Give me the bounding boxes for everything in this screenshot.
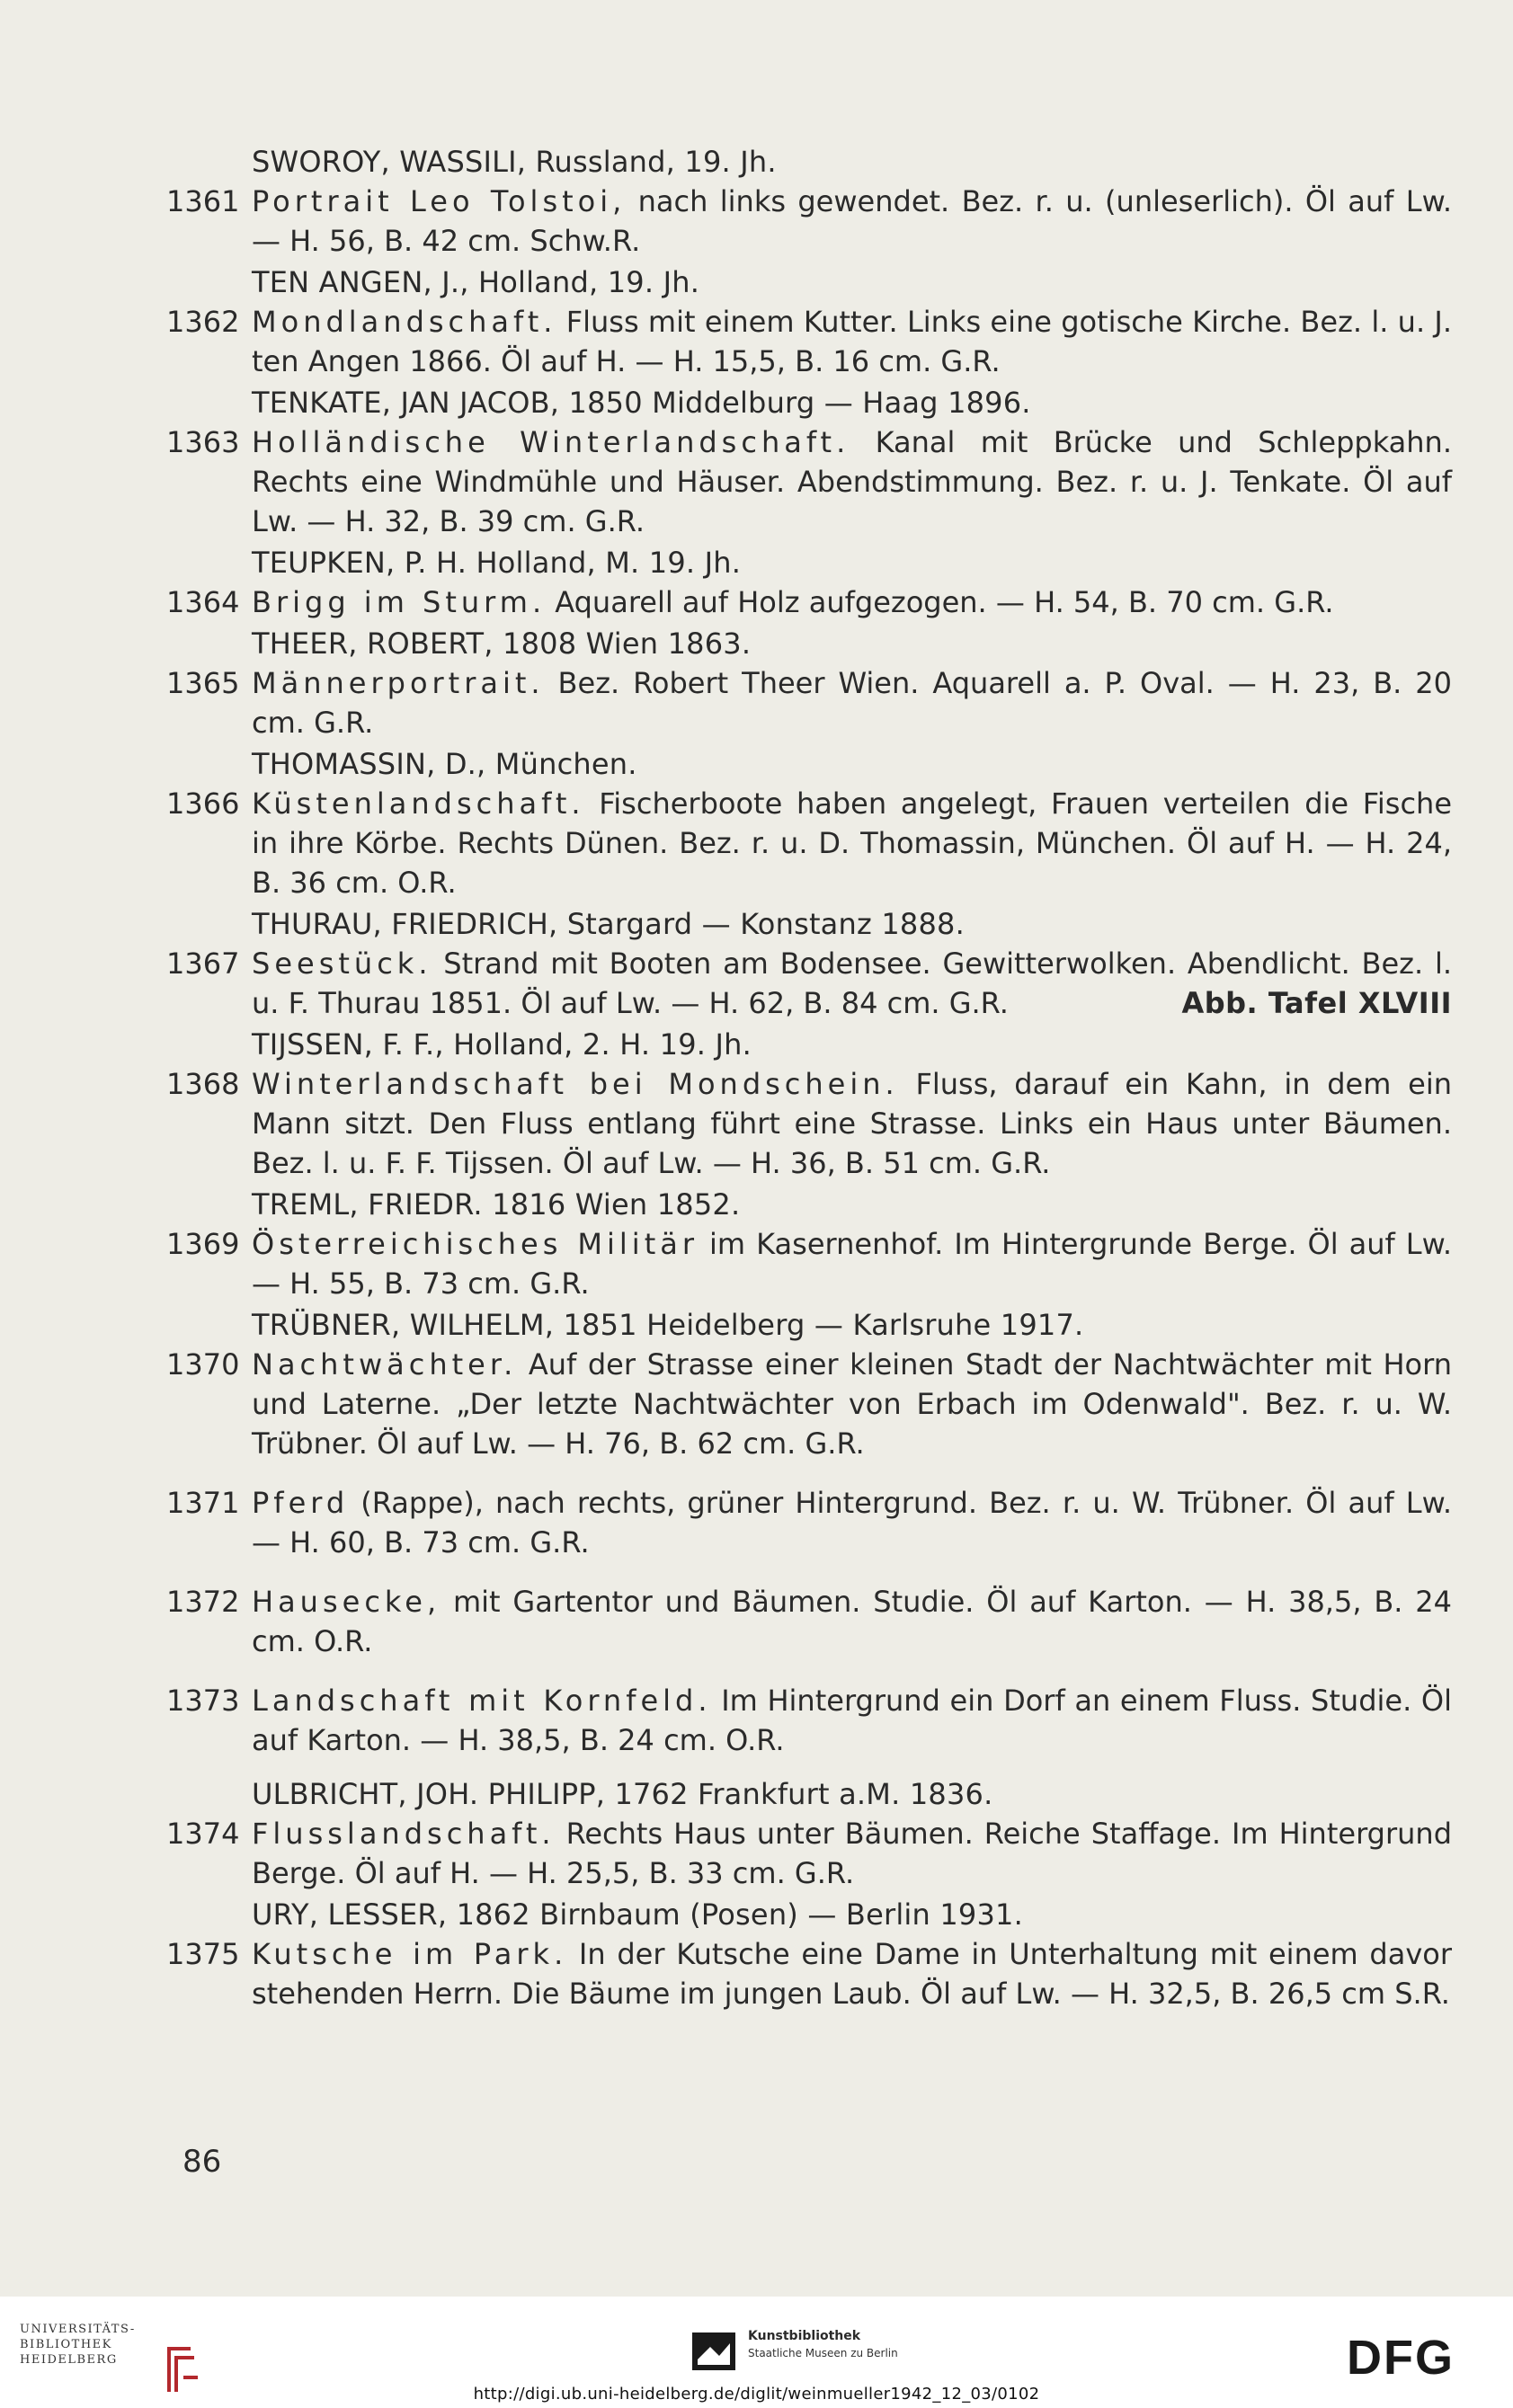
artist-heading: URY, LESSER, 1862 Birnbaum (Posen) — Berlin 1931. (252, 1897, 1023, 1932)
lot-description: Auf der Strasse einer kleinen Stadt der Nachtwächter mit Horn und Laterne. „Der letzte Nachtwächter von Erbach im Odenwald". Bez. r. u. W. Trübner. Öl auf Lw. — H. 76, B. 62 cm. G.R. (252, 1347, 1452, 1461)
entry-body (252, 663, 1452, 742)
lot-description: mit Gartentor und Bäumen. Studie. Öl auf Karton. — H. 38,5, B. 24 cm. O.R. (252, 1585, 1452, 1658)
catalog-entry (166, 422, 1452, 541)
lot-number: 1373 (166, 1684, 240, 1718)
artist-heading: TREML, FRIEDR. 1816 Wien 1852. (252, 1187, 741, 1222)
lot-number: 1372 (166, 1585, 240, 1619)
entry-body (252, 302, 1452, 381)
catalog-entry (166, 1582, 1452, 1661)
lot-description: Fluss mit einem Kutter. Links eine gotische Kirche. Bez. l. u. J. ten Angen 1866. Öl auf H. — H. 15,5, B. 16 cm. G.R. (252, 305, 1452, 378)
lot-number: 1370 (166, 1347, 240, 1382)
lot-description: Fluss, darauf ein Kahn, in dem ein Mann sitzt. Den Fluss entlang führt eine Strasse. Links ein Haus unter Bäumen. Bez. l. u. F. F. Tijssen. Öl auf Lw. — H. 36, B. 51 cm. G.R. (252, 1067, 1453, 1180)
lot-title: Portrait Leo Tolstoi, (252, 184, 627, 218)
lot-description: Kanal mit Brücke und Schleppkahn. Rechts eine Windmühle und Häuser. Abendstimmung. Bez. r. u. J. Tenkate. Öl auf Lw. — H. 32, B. 39 cm. G.R. (252, 425, 1453, 538)
artist-heading: THEER, ROBERT, 1808 Wien 1863. (252, 626, 752, 661)
lot-description: Strand mit Booten am Bodensee. Gewitterwolken. Abendlicht. Bez. l. u. F. Thurau 1851. Öl auf Lw. — H. 62, B. 84 cm. G.R. (252, 946, 1452, 1020)
artist-heading: TIJSSEN, F. F., Holland, 2. H. 19. Jh. (252, 1027, 752, 1062)
lot-number: 1361 (166, 184, 240, 218)
artist-heading: TENKATE, JAN JACOB, 1850 Middelburg — Haag 1896. (252, 386, 1031, 420)
entry-body (252, 1224, 1452, 1303)
permalink-url[interactable]: http://digi.ub.uni-heidelberg.de/diglit/weinmueller1942_12_03/0102 (473, 2385, 1040, 2404)
lot-number: 1365 (166, 666, 240, 700)
kunstbibliothek-title: Kunstbibliothek (748, 2329, 861, 2343)
lot-description: Bez. Robert Theer Wien. Aquarell a. P. Oval. — H. 23, B. 20 cm. G.R. (252, 666, 1452, 740)
lot-number: 1364 (166, 585, 240, 619)
lot-title: Mondlandschaft. (252, 305, 557, 339)
page-number: 86 (182, 2144, 222, 2180)
lot-number: 1367 (166, 946, 240, 981)
catalog-entry (166, 944, 1452, 1023)
lot-number: 1362 (166, 305, 240, 339)
lot-number: 1374 (166, 1817, 240, 1851)
artist-heading: TEUPKEN, P. H. Holland, M. 19. Jh. (252, 546, 742, 580)
artist-heading: THURAU, FRIEDRICH, Stargard — Konstanz 1888. (252, 907, 965, 941)
catalog-entry (166, 663, 1452, 742)
entry-body (252, 422, 1452, 541)
lot-number: 1369 (166, 1227, 240, 1261)
lot-title: Seestück. (252, 946, 432, 981)
lot-title: Winterlandschaft bei Mondschein. (252, 1067, 899, 1101)
entry-body (252, 1814, 1452, 1893)
lot-title: Holländische Winterlandschaft. (252, 425, 850, 459)
catalog-entry (166, 1483, 1452, 1562)
entry-body (252, 582, 1452, 622)
entry-body (252, 784, 1452, 902)
entry-body (252, 1064, 1452, 1183)
catalog-entry (166, 1681, 1452, 1760)
lot-title: Kutsche im Park. (252, 1937, 568, 1971)
artist-heading: TEN ANGEN, J., Holland, 19. Jh. (252, 265, 700, 299)
lot-number: 1363 (166, 425, 240, 459)
lot-number: 1366 (166, 786, 240, 821)
lot-description: Im Hintergrund ein Dorf an einem Fluss. Studie. Öl auf Karton. — H. 38,5, B. 24 cm. O.R. (252, 1684, 1453, 1757)
artist-heading: THOMASSIN, D., München. (252, 747, 637, 781)
entry-body (252, 1582, 1452, 1661)
catalog-entry (166, 784, 1452, 902)
kunstbibliothek-subtitle: Staatliche Museen zu Berlin (748, 2347, 898, 2359)
lot-number: 1371 (166, 1486, 240, 1520)
lot-title: Flusslandschaft. (252, 1817, 556, 1851)
lot-description: (Rappe), nach rechts, grüner Hintergrund. Bez. r. u. W. Trübner. Öl auf Lw. — H. 60, B. 73 cm. G.R. (252, 1486, 1452, 1559)
artist-heading: SWOROY, WASSILI, Russland, 19. Jh. (252, 145, 777, 179)
university-logo-line: UNIVERSITÄTS- (20, 2323, 136, 2336)
lot-description: Fischerboote haben angelegt, Frauen verteilen die Fische in ihre Körbe. Rechts Dünen. Bez. r. u. D. Thomassin, München. Öl auf H. — H. 24, B. 36 cm. O.R. (252, 786, 1452, 900)
plate-reference: Abb. Tafel XLVIII (1181, 986, 1452, 1020)
catalog-entry (166, 1934, 1452, 2013)
entry-body (252, 1345, 1452, 1463)
lot-title: Männerportrait. (252, 666, 545, 700)
lot-title: Landschaft mit Kornfeld. (252, 1684, 712, 1718)
lot-title: Pferd (252, 1486, 350, 1520)
entry-body (252, 944, 1452, 1023)
lot-title: Küstenlandschaft. (252, 786, 585, 821)
lot-description: Rechts Haus unter Bäumen. Reiche Staffage. Im Hintergrund Berge. Öl auf H. — H. 25,5, B. 33 cm. G.R. (252, 1817, 1452, 1890)
catalog-entry (166, 1814, 1452, 1893)
lot-title: Nachtwächter. (252, 1347, 518, 1382)
lot-title: Brigg im Sturm. (252, 585, 547, 619)
entry-body (252, 1681, 1452, 1760)
catalog-entry (166, 182, 1452, 261)
entry-body (252, 1483, 1452, 1562)
catalog-entry (166, 1224, 1452, 1303)
lot-number: 1375 (166, 1937, 240, 1971)
lot-description: In der Kutsche eine Dame in Unterhaltung mit einem davor stehenden Herrn. Die Bäume im jungen Laub. Öl auf Lw. — H. 32,5, B. 26,5 cm S.R. (252, 1937, 1452, 2011)
lot-description: Aquarell auf Holz aufgezogen. — H. 54, B. 70 cm. G.R. (546, 585, 1334, 619)
catalog-entry (166, 302, 1452, 381)
dfg-logo: DFG (1347, 2331, 1455, 2385)
lot-title: Österreichisches Militär (252, 1227, 699, 1261)
artist-heading: ULBRICHT, JOH. PHILIPP, 1762 Frankfurt a.M. 1836. (252, 1777, 993, 1811)
university-logo-line: BIBLIOTHEK (20, 2338, 112, 2351)
catalog-entry (166, 1345, 1452, 1463)
university-logo-line: HEIDELBERG (20, 2353, 118, 2367)
artist-heading: TRÜBNER, WILHELM, 1851 Heidelberg — Karlsruhe 1917. (252, 1308, 1084, 1342)
catalog-entry (166, 1064, 1452, 1183)
kunstbibliothek-mark-icon (692, 2332, 735, 2374)
lot-description: nach links gewendet. Bez. r. u. (unleserlich). Öl auf Lw. — H. 56, B. 42 cm. Schw.R. (252, 184, 1452, 258)
lot-number: 1368 (166, 1067, 240, 1101)
lot-title: Hausecke, (252, 1585, 441, 1619)
lot-description: im Kasernenhof. Im Hintergrunde Berge. Öl auf Lw. — H. 55, B. 73 cm. G.R. (252, 1227, 1453, 1301)
catalog-entries (166, 142, 1452, 2015)
catalog-entry (166, 582, 1452, 622)
digitization-footer (0, 2297, 1513, 2408)
entry-body (252, 1934, 1452, 2013)
entry-body (252, 182, 1452, 261)
university-library-logo (20, 2322, 191, 2368)
